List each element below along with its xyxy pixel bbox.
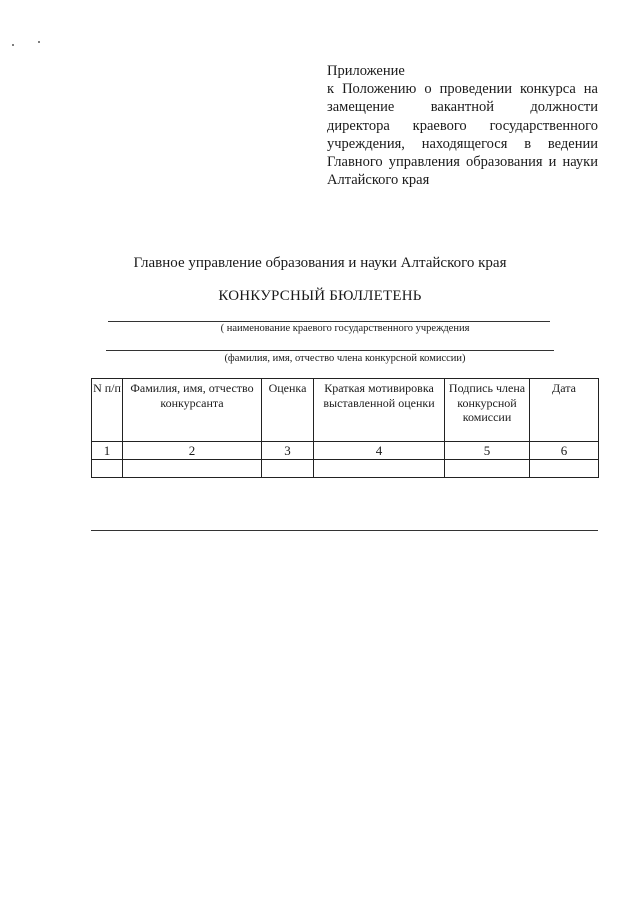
document-title: КОНКУРСНЫЙ БЮЛЛЕТЕНЬ (218, 288, 422, 304)
table-cell (445, 460, 530, 478)
header-date: Дата (530, 379, 599, 442)
column-number: 6 (530, 442, 599, 460)
column-number: 2 (123, 442, 262, 460)
column-number: 1 (92, 442, 123, 460)
scan-speck (12, 44, 14, 46)
appendix-block (327, 62, 598, 189)
table-row (92, 460, 599, 478)
appendix-title: Приложение (327, 63, 405, 79)
header-number: N п/п (92, 379, 123, 442)
table-cell (314, 460, 445, 478)
table-header-row (92, 379, 599, 442)
header-motivation: Краткая мотивировка выставленной оценки (314, 379, 445, 442)
column-number-row (92, 442, 599, 460)
member-caption: (фамилия, имя, отчество члена конкурсной комиссии) (224, 353, 466, 364)
organization-name: Главное управление образования и науки Алтайского края (133, 255, 507, 271)
header-signature: Подпись члена конкурсной комиссии (445, 379, 530, 442)
member-fill-line (106, 350, 554, 351)
header-contestant-name: Фамилия, имя, отчество конкурсанта (123, 379, 262, 442)
column-number: 3 (262, 442, 314, 460)
table-cell (123, 460, 262, 478)
appendix-text: к Положению о проведении конкурса на замещение вакантной должности директора краевого государственного учреждения, находящегося в ведении Главного управления образования и науки Алтайского края (327, 81, 598, 189)
header-score: Оценка (262, 379, 314, 442)
scan-speck (38, 41, 40, 43)
table-cell (92, 460, 123, 478)
column-number: 4 (314, 442, 445, 460)
table-cell (530, 460, 599, 478)
bottom-rule (91, 530, 598, 531)
column-number: 5 (445, 442, 530, 460)
institution-caption: ( наименование краевого государственного учреждения (220, 323, 470, 334)
ballot-table (91, 378, 599, 478)
institution-fill-line (108, 321, 550, 322)
table-cell (262, 460, 314, 478)
